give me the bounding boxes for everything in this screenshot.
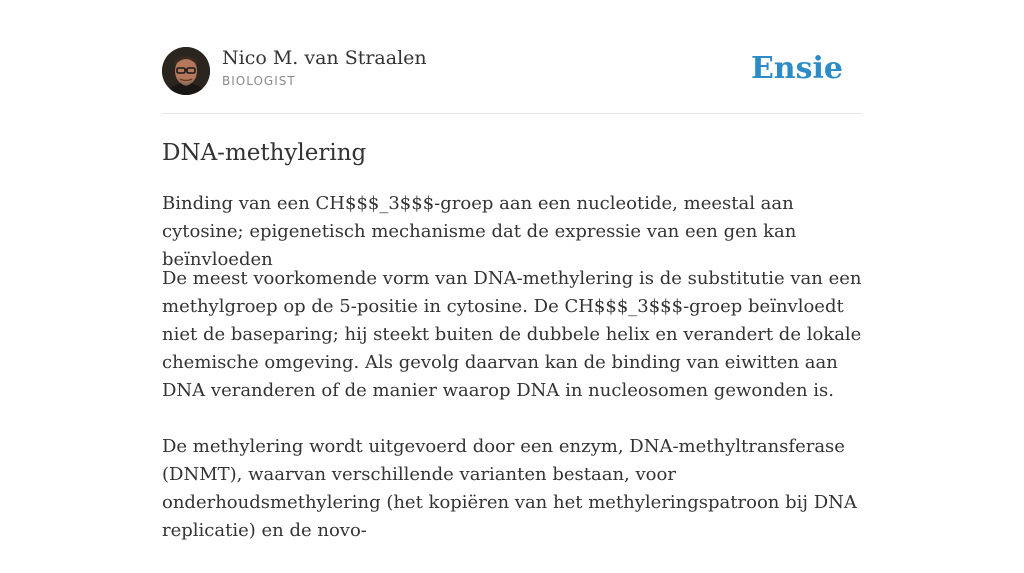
entry-card [162,0,862,541]
entry-title: DNA-methylering [162,140,367,166]
author-header [162,0,862,114]
author-name[interactable]: Nico M. van Straalen [222,47,427,69]
avatar-portrait [162,47,210,95]
entry-definition: Binding van een CH$$$_3$$$-groep aan een nucleotide, meestal aan cytosine; epigenetisch mechanisme dat de expressie van een gen kan beïnvloeden [162,193,797,270]
body-paragraph: De methylering wordt uitgevoerd door een enzym, DNA-methyltransferase (DNMT), waarvan verschillende varianten bestaan, voor onderhoudsmethylering (het kopiëren van het methyleringspatroon bij DNA replicatie) en de novo- [162,436,857,541]
author-role: BIOLOGIST [222,74,296,88]
author-avatar[interactable] [162,47,210,95]
entry-body [162,265,862,573]
body-paragraph: De meest voorkomende vorm van DNA-methylering is de substitutie van een methylgroep op de 5-positie in cytosine. De CH$$$_3$$$-groep beïnvloedt niet de baseparing; hij steekt buiten de dubbele helix en verandert de lokale chemische omgeving. Als gevolg daarvan kan de binding van eiwitten aan DNA veranderen of de manier waarop DNA in nucleosomen gewonden is. [162,268,862,401]
brand-logo[interactable]: Ensie [750,51,843,86]
